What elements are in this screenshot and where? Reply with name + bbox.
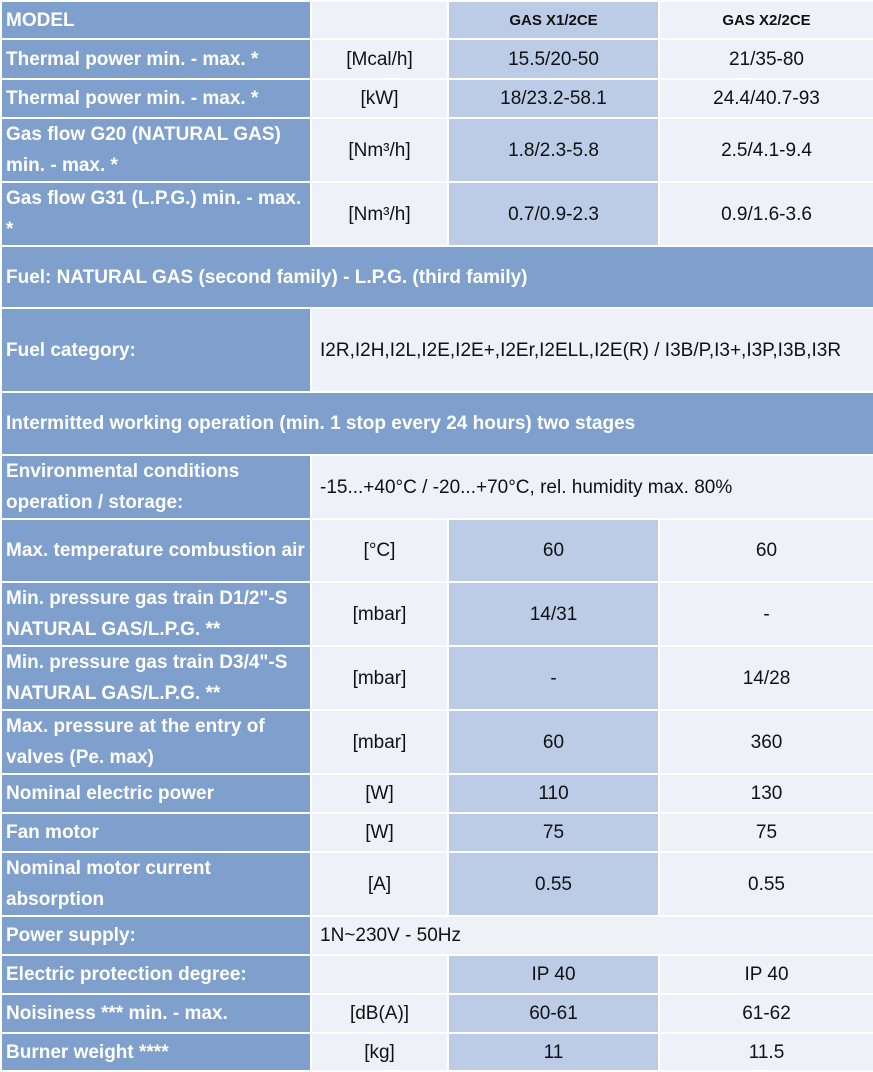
row-label: Max. pressure at the entry of valves (Pe. max): [1, 710, 311, 774]
row-unit: [A]: [311, 852, 448, 916]
protection-value-gas-x1: IP 40: [448, 955, 659, 994]
table-row: [1, 994, 873, 1033]
table-row: [1, 852, 873, 916]
row-value-gas-x1: 14/31: [448, 582, 659, 646]
power-supply-value: 1N~230V - 50Hz: [311, 916, 873, 955]
row-value-gas-x2: 130: [659, 774, 873, 813]
table-row: [1, 710, 873, 774]
table-row: [1, 1033, 873, 1071]
row-value-gas-x2: 24.4/40.7-93: [659, 79, 873, 118]
row-unit: [W]: [311, 813, 448, 852]
row-value-gas-x2: -: [659, 582, 873, 646]
row-unit: [W]: [311, 774, 448, 813]
row-label: Min. pressure gas train D1/2"-S NATURAL GAS/L.P.G. **: [1, 582, 311, 646]
row-label: Min. pressure gas train D3/4"-S NATURAL GAS/L.P.G. **: [1, 646, 311, 710]
row-value-gas-x1: 0.7/0.9-2.3: [448, 182, 659, 246]
fuel-category-row: [1, 308, 873, 392]
row-value-gas-x1: 60: [448, 710, 659, 774]
environment-value: -15...+40°C / -20...+70°C, rel. humidity max. 80%: [311, 455, 873, 519]
row-value-gas-x2: 21/35-80: [659, 39, 873, 79]
row-value-gas-x2: 14/28: [659, 646, 873, 710]
row-value-gas-x1: 0.55: [448, 852, 659, 916]
row-label: Thermal power min. - max. *: [1, 79, 311, 118]
row-label: Noisiness *** min. - max.: [1, 994, 311, 1033]
row-value-gas-x2: 11.5: [659, 1033, 873, 1071]
row-value-gas-x1: 18/23.2-58.1: [448, 79, 659, 118]
row-value-gas-x2: 360: [659, 710, 873, 774]
table-row: [1, 646, 873, 710]
row-label: Max. temperature combustion air: [1, 519, 311, 582]
column-header-gas-x2: GAS X2/2CE: [659, 1, 873, 39]
table-header-row: [1, 1, 873, 39]
row-label: Fan motor: [1, 813, 311, 852]
row-value-gas-x2: 0.55: [659, 852, 873, 916]
table-row: [1, 182, 873, 246]
table-row: [1, 39, 873, 79]
row-value-gas-x2: 75: [659, 813, 873, 852]
row-label: Gas flow G20 (NATURAL GAS) min. - max. *: [1, 118, 311, 182]
row-unit: [kg]: [311, 1033, 448, 1071]
protection-label: Electric protection degree:: [1, 955, 311, 994]
row-value-gas-x2: 61-62: [659, 994, 873, 1033]
row-unit: [Mcal/h]: [311, 39, 448, 79]
table-row: [1, 79, 873, 118]
row-value-gas-x1: 110: [448, 774, 659, 813]
power-supply-row: [1, 916, 873, 955]
fuel-category-label: Fuel category:: [1, 308, 311, 392]
operation-note: Intermitted working operation (min. 1 stop every 24 hours) two stages: [1, 392, 873, 455]
row-value-gas-x1: 60: [448, 519, 659, 582]
fuel-note-row: [1, 246, 873, 308]
row-unit: [°C]: [311, 519, 448, 582]
protection-unit: [311, 955, 448, 994]
table-row: [1, 118, 873, 182]
protection-row: [1, 955, 873, 994]
row-value-gas-x1: 1.8/2.3-5.8: [448, 118, 659, 182]
power-supply-label: Power supply:: [1, 916, 311, 955]
row-unit: [mbar]: [311, 646, 448, 710]
operation-note-row: [1, 392, 873, 455]
row-value-gas-x2: 2.5/4.1-9.4: [659, 118, 873, 182]
table-row: [1, 813, 873, 852]
row-unit: [mbar]: [311, 582, 448, 646]
row-label: Gas flow G31 (L.P.G.) min. - max. *: [1, 182, 311, 246]
row-unit: [Nm³/h]: [311, 118, 448, 182]
row-value-gas-x2: 0.9/1.6-3.6: [659, 182, 873, 246]
row-value-gas-x1: 11: [448, 1033, 659, 1071]
row-label: Burner weight ****: [1, 1033, 311, 1071]
row-value-gas-x2: 60: [659, 519, 873, 582]
row-value-gas-x1: 15.5/20-50: [448, 39, 659, 79]
table-row: [1, 519, 873, 582]
model-label: MODEL: [1, 1, 311, 39]
fuel-note: Fuel: NATURAL GAS (second family) - L.P.G. (third family): [1, 246, 873, 308]
table-row: [1, 582, 873, 646]
environment-row: [1, 455, 873, 519]
row-label: Thermal power min. - max. *: [1, 39, 311, 79]
row-value-gas-x1: -: [448, 646, 659, 710]
row-unit: [kW]: [311, 79, 448, 118]
row-value-gas-x1: 75: [448, 813, 659, 852]
protection-value-gas-x2: IP 40: [659, 955, 873, 994]
row-unit: [mbar]: [311, 710, 448, 774]
row-value-gas-x1: 60-61: [448, 994, 659, 1033]
row-unit: [Nm³/h]: [311, 182, 448, 246]
column-header-gas-x1: GAS X1/2CE: [448, 1, 659, 39]
fuel-category-value: I2R,I2H,I2L,I2E,I2E+,I2Er,I2ELL,I2E(R) / I3B/P,I3+,I3P,I3B,I3R: [311, 308, 873, 392]
environment-label: Environmental conditions operation / storage:: [1, 455, 311, 519]
unit-header: [311, 1, 448, 39]
table-row: [1, 774, 873, 813]
row-unit: [dB(A)]: [311, 994, 448, 1033]
row-label: Nominal electric power: [1, 774, 311, 813]
row-label: Nominal motor current absorption: [1, 852, 311, 916]
